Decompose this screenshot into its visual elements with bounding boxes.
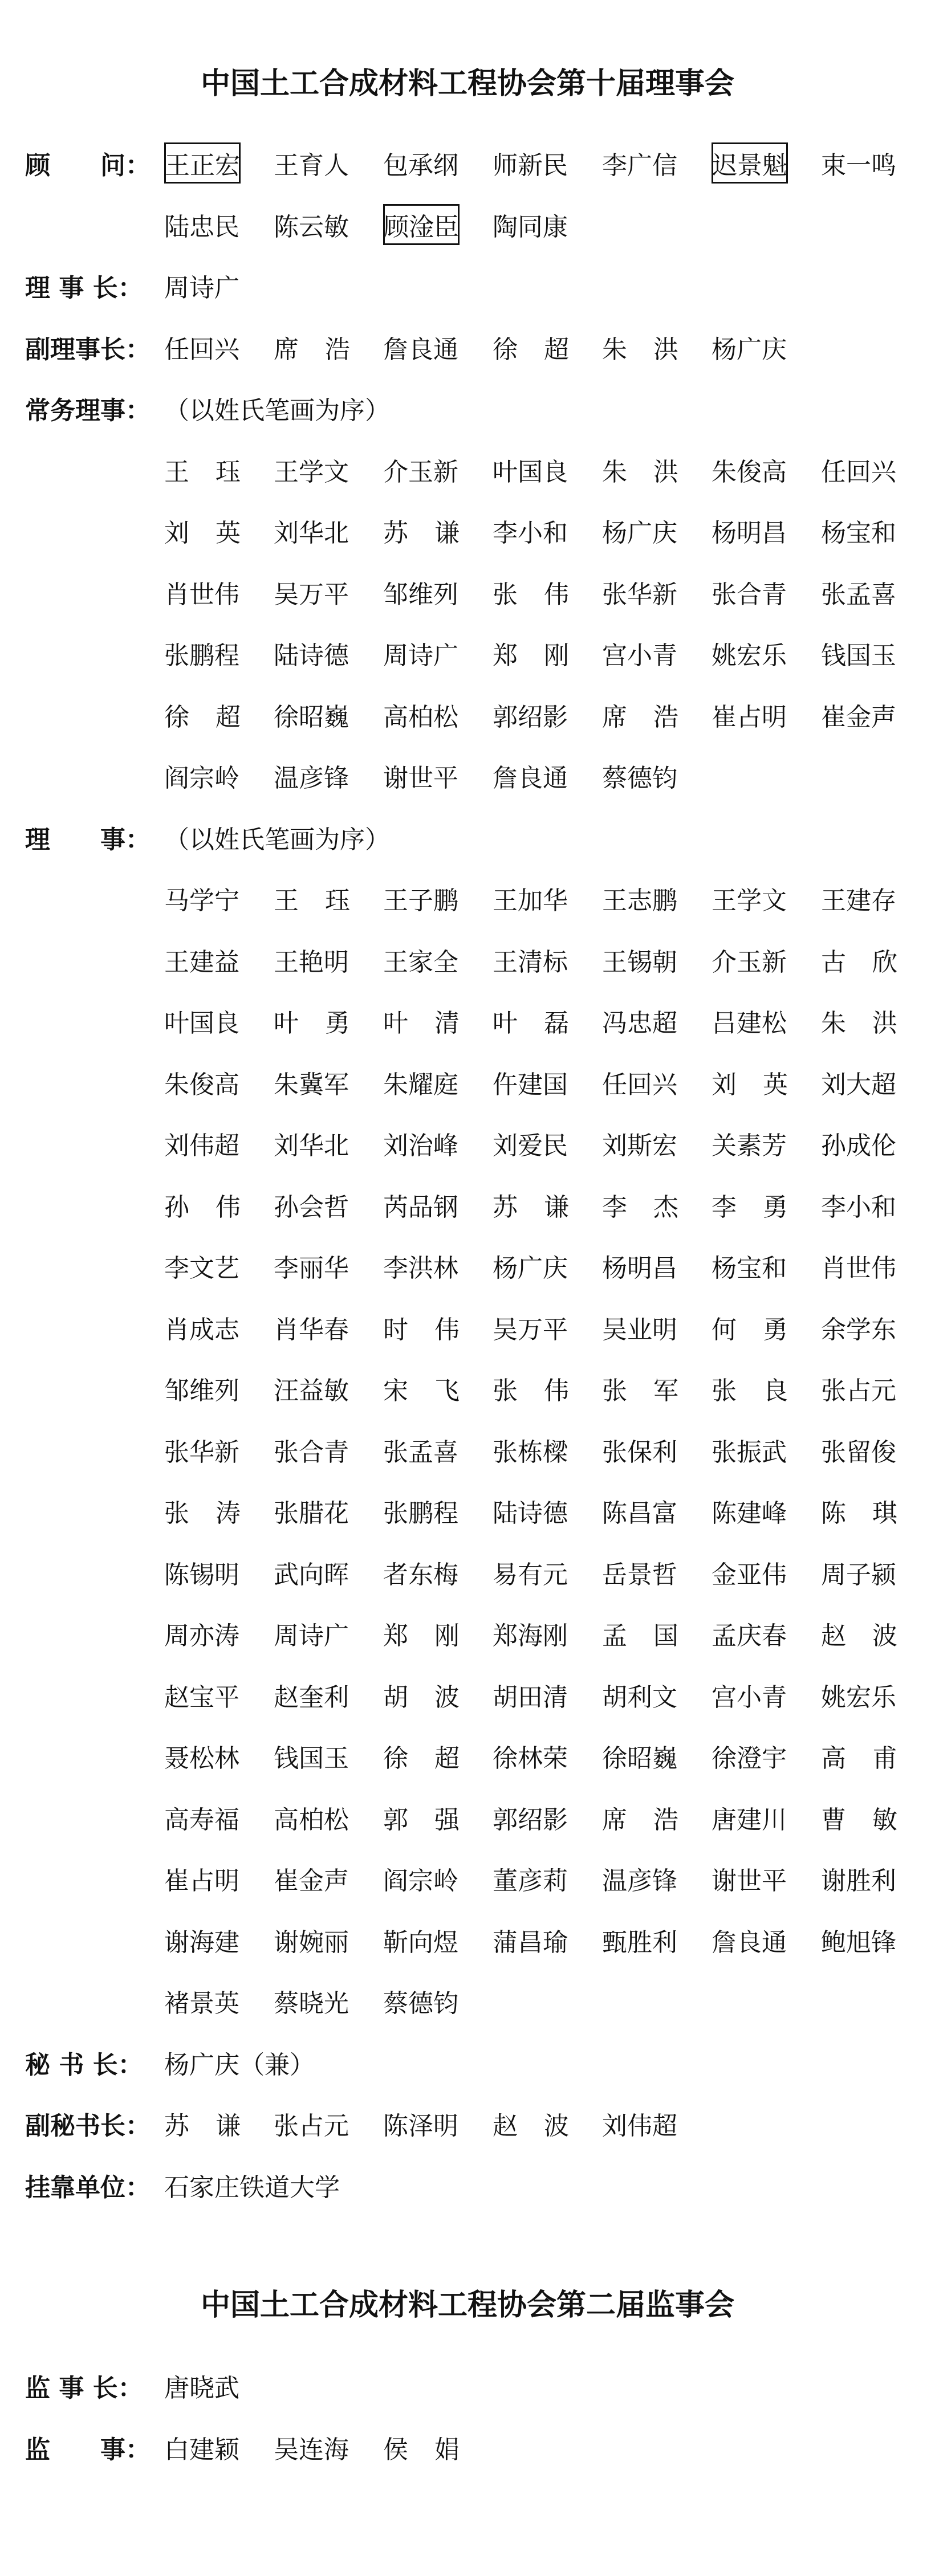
standing-director-name: 宫小青 xyxy=(602,641,677,670)
standing-director-name: 叶国良 xyxy=(493,457,568,487)
director-name: 吴万平 xyxy=(493,1315,568,1344)
director-name: 仵建国 xyxy=(493,1070,568,1099)
director-name: 武向晖 xyxy=(274,1560,349,1589)
advisors-name-boxed: 迟景魁 xyxy=(712,142,788,184)
director-name: 徐昭巍 xyxy=(602,1744,677,1773)
director-note: （以姓氏笔画为序） xyxy=(164,825,390,854)
director-name: 叶 磊 xyxy=(493,1009,569,1038)
director-name: 詹良通 xyxy=(712,1927,787,1957)
advisors-label: 顾 问： xyxy=(25,151,151,180)
director-name: 张 涛 xyxy=(164,1499,241,1528)
standing-director-name: 温彦锋 xyxy=(274,764,349,793)
director-name: 谢胜利 xyxy=(821,1866,896,1896)
standing-director-name: 王 珏 xyxy=(164,457,241,487)
director-name: 张鹏程 xyxy=(383,1499,458,1528)
director-name: 汪益敏 xyxy=(274,1376,349,1405)
advisors-name: 陆忠民 xyxy=(164,212,239,242)
director-name: 张孟喜 xyxy=(383,1437,458,1467)
standing-director-name: 徐昭巍 xyxy=(274,702,349,732)
standing-director-name: 苏 谦 xyxy=(383,519,460,548)
director-name: 陈建峰 xyxy=(712,1499,787,1528)
director-name: 关素芳 xyxy=(712,1131,787,1160)
advisors-name: 束一鸣 xyxy=(821,151,896,180)
standing-director-name: 王学文 xyxy=(274,457,349,487)
director-name: 刘斯宏 xyxy=(602,1131,677,1160)
standing-director-name: 詹良通 xyxy=(493,764,568,793)
standing-director-name: 吴万平 xyxy=(274,580,349,609)
advisors-name-boxed: 顾淦臣 xyxy=(383,204,460,245)
advisors-name: 李广信 xyxy=(602,151,677,180)
council-title: 中国土工合成材料工程协会第十届理事会 xyxy=(200,67,734,101)
director-name: 肖华春 xyxy=(274,1315,349,1344)
standing-director-name: 谢世平 xyxy=(383,764,458,793)
director-name: 宫小青 xyxy=(712,1682,787,1712)
director-name: 朱冀军 xyxy=(274,1070,349,1099)
deputy-secretary-name: 苏 谦 xyxy=(164,2112,241,2141)
advisors-name: 陶同康 xyxy=(493,212,568,242)
director-name: 李 勇 xyxy=(712,1192,788,1222)
director-name: 陈昌富 xyxy=(602,1499,677,1528)
director-name: 朱俊高 xyxy=(164,1070,239,1099)
supervisor-name: 侯 娟 xyxy=(383,2435,460,2464)
director-label: 理 事： xyxy=(25,825,151,854)
vice-chairman-name: 徐 超 xyxy=(493,335,569,364)
supervisor-name: 吴连海 xyxy=(274,2435,349,2464)
director-name: 张占元 xyxy=(821,1376,896,1405)
director-name: 刘大超 xyxy=(821,1070,896,1099)
director-name: 冯忠超 xyxy=(602,1009,677,1038)
director-name: 郑 刚 xyxy=(383,1621,460,1650)
director-name: 聂松林 xyxy=(164,1744,239,1773)
vice-chairman-name: 席 浩 xyxy=(274,335,350,364)
director-name: 谢海建 xyxy=(164,1927,239,1957)
affiliation-name: 石家庄铁道大学 xyxy=(164,2173,340,2202)
supervisor-label: 监 事： xyxy=(25,2435,151,2464)
director-name: 钱国玉 xyxy=(274,1744,349,1773)
director-name: 赵奎利 xyxy=(274,1682,349,1712)
vice-chairman-name: 詹良通 xyxy=(383,335,458,364)
director-name: 周亦涛 xyxy=(164,1621,239,1650)
secretary-general-label: 秘 书 长： xyxy=(25,2050,143,2080)
director-name: 陆诗德 xyxy=(493,1499,568,1528)
director-name: 苏 谦 xyxy=(493,1192,569,1222)
director-name: 刘治峰 xyxy=(383,1131,458,1160)
director-name: 孙会哲 xyxy=(274,1192,349,1222)
director-name: 肖成志 xyxy=(164,1315,239,1344)
standing-director-name: 朱俊高 xyxy=(712,457,787,487)
standing-director-name: 周诗广 xyxy=(383,641,458,670)
director-name: 张 良 xyxy=(712,1376,788,1405)
director-name: 张华新 xyxy=(164,1437,239,1467)
director-name: 赵 波 xyxy=(821,1621,897,1650)
standing-director-name: 阎宗岭 xyxy=(164,764,239,793)
director-name: 蔡晓光 xyxy=(274,1989,349,2018)
standing-director-name: 杨宝和 xyxy=(821,519,896,548)
director-name: 张振武 xyxy=(712,1437,787,1467)
director-name: 崔占明 xyxy=(164,1866,239,1896)
vice-chairman-name: 朱 洪 xyxy=(602,335,678,364)
director-name: 徐林荣 xyxy=(493,1744,568,1773)
director-name: 张 伟 xyxy=(493,1376,569,1405)
deputy-secretary-name: 陈泽明 xyxy=(383,2112,458,2141)
director-name: 叶国良 xyxy=(164,1009,239,1038)
affiliation-label: 挂靠单位： xyxy=(25,2173,151,2202)
standing-director-name: 钱国玉 xyxy=(821,641,896,670)
director-name: 王建存 xyxy=(821,886,896,915)
director-name: 张腊花 xyxy=(274,1499,349,1528)
director-name: 蒲昌瑜 xyxy=(493,1927,568,1957)
standing-director-name: 蔡德钧 xyxy=(602,764,677,793)
director-name: 杨宝和 xyxy=(712,1254,787,1283)
director-name: 董彦莉 xyxy=(493,1866,568,1896)
director-name: 任回兴 xyxy=(602,1070,677,1099)
deputy-secretary-name: 赵 波 xyxy=(493,2112,569,2141)
advisors-name: 包承纲 xyxy=(383,151,458,180)
director-name: 胡 波 xyxy=(383,1682,460,1712)
director-name: 余学东 xyxy=(821,1315,896,1344)
supervisor-name: 白建颖 xyxy=(164,2435,239,2464)
director-name: 朱 洪 xyxy=(821,1009,897,1038)
director-name: 姚宏乐 xyxy=(821,1682,896,1712)
director-name: 孙 伟 xyxy=(164,1192,241,1222)
standing-director-name: 张 伟 xyxy=(493,580,569,609)
director-name: 叶 清 xyxy=(383,1009,460,1038)
standing-director-name: 刘 英 xyxy=(164,519,241,548)
director-name: 赵宝平 xyxy=(164,1682,239,1712)
standing-director-label: 常务理事： xyxy=(25,396,151,425)
advisors-name: 陈云敏 xyxy=(274,212,349,242)
advisors-name-boxed: 王正宏 xyxy=(164,142,241,184)
director-name: 王家全 xyxy=(383,947,458,977)
director-name: 李文艺 xyxy=(164,1254,239,1283)
standing-director-name: 肖世伟 xyxy=(164,580,239,609)
director-name: 金亚伟 xyxy=(712,1560,787,1589)
director-name: 王锡朝 xyxy=(602,947,677,977)
standing-director-name: 高柏松 xyxy=(383,702,458,732)
director-name: 李洪林 xyxy=(383,1254,458,1283)
director-name: 郑海刚 xyxy=(493,1621,568,1650)
standing-director-name: 朱 洪 xyxy=(602,457,678,487)
director-name: 郭绍影 xyxy=(493,1805,568,1835)
director-name: 蔡德钧 xyxy=(383,1989,458,2018)
standing-director-name: 任回兴 xyxy=(821,457,896,487)
standing-director-name: 陆诗德 xyxy=(274,641,349,670)
director-name: 刘伟超 xyxy=(164,1131,239,1160)
standing-director-name: 杨明昌 xyxy=(712,519,787,548)
director-name: 唐建川 xyxy=(712,1805,787,1835)
chairman-name: 周诗广 xyxy=(164,274,239,303)
director-name: 刘华北 xyxy=(274,1131,349,1160)
director-name: 时 伟 xyxy=(383,1315,460,1344)
standing-director-name: 邹维列 xyxy=(383,580,458,609)
standing-director-name: 姚宏乐 xyxy=(712,641,787,670)
director-name: 阎宗岭 xyxy=(383,1866,458,1896)
deputy-secretary-name: 张占元 xyxy=(274,2112,349,2141)
director-name: 褚景英 xyxy=(164,1989,239,2018)
standing-director-name: 郭绍影 xyxy=(493,702,568,732)
director-name: 介玉新 xyxy=(712,947,787,977)
director-name: 朱耀庭 xyxy=(383,1070,458,1099)
director-name: 甄胜利 xyxy=(602,1927,677,1957)
vice-chairman-name: 杨广庆 xyxy=(712,335,787,364)
director-name: 李 杰 xyxy=(602,1192,678,1222)
director-name: 孟庆春 xyxy=(712,1621,787,1650)
deputy-secretary-name: 刘伟超 xyxy=(602,2112,677,2141)
standing-director-note: （以姓氏笔画为序） xyxy=(164,396,390,425)
director-name: 张栋樑 xyxy=(493,1437,568,1467)
director-name: 刘爱民 xyxy=(493,1131,568,1160)
standing-director-name: 介玉新 xyxy=(383,457,458,487)
standing-director-name: 崔占明 xyxy=(712,702,787,732)
vice-chairman-label: 副理事长： xyxy=(25,335,151,364)
secretary-general-name: 杨广庆（兼） xyxy=(164,2050,315,2080)
standing-director-name: 张孟喜 xyxy=(821,580,896,609)
director-name: 张 军 xyxy=(602,1376,678,1405)
director-name: 易有元 xyxy=(493,1560,568,1589)
director-name: 王 珏 xyxy=(274,886,350,915)
director-name: 胡田清 xyxy=(493,1682,568,1712)
advisors-name: 师新民 xyxy=(493,151,568,180)
director-name: 鲍旭锋 xyxy=(821,1927,896,1957)
director-name: 胡利文 xyxy=(602,1682,677,1712)
director-name: 李小和 xyxy=(821,1192,896,1222)
director-name: 谢婉丽 xyxy=(274,1927,349,1957)
director-name: 王艳明 xyxy=(274,947,349,977)
standing-director-name: 张鹏程 xyxy=(164,641,239,670)
director-name: 周诗广 xyxy=(274,1621,349,1650)
director-name: 崔金声 xyxy=(274,1866,349,1896)
vice-chairman-name: 任回兴 xyxy=(164,335,239,364)
director-name: 李丽华 xyxy=(274,1254,349,1283)
director-name: 徐澄宇 xyxy=(712,1744,787,1773)
director-name: 陈 琪 xyxy=(821,1499,897,1528)
director-name: 王学文 xyxy=(712,886,787,915)
director-name: 曹 敏 xyxy=(821,1805,897,1835)
director-name: 何 勇 xyxy=(712,1315,788,1344)
director-name: 芮品钢 xyxy=(383,1192,458,1222)
advisors-name: 王育人 xyxy=(274,151,349,180)
supervisory-chief-label: 监 事 长： xyxy=(25,2374,143,2403)
director-name: 高 甫 xyxy=(821,1744,897,1773)
director-name: 郭 强 xyxy=(383,1805,460,1835)
director-name: 岳景哲 xyxy=(602,1560,677,1589)
director-name: 孟 国 xyxy=(602,1621,678,1650)
director-name: 谢世平 xyxy=(712,1866,787,1896)
director-name: 古 欣 xyxy=(821,947,897,977)
standing-director-name: 张华新 xyxy=(602,580,677,609)
director-name: 席 浩 xyxy=(602,1805,678,1835)
standing-director-name: 刘华北 xyxy=(274,519,349,548)
standing-director-name: 李小和 xyxy=(493,519,568,548)
director-name: 王加华 xyxy=(493,886,568,915)
supervisory-title: 中国土工合成材料工程协会第二届监事会 xyxy=(200,2288,734,2322)
standing-director-name: 徐 超 xyxy=(164,702,241,732)
standing-director-name: 张合青 xyxy=(712,580,787,609)
director-name: 王清标 xyxy=(493,947,568,977)
standing-director-name: 杨广庆 xyxy=(602,519,677,548)
standing-director-name: 崔金声 xyxy=(821,702,896,732)
director-name: 马学宁 xyxy=(164,886,239,915)
director-name: 温彦锋 xyxy=(602,1866,677,1896)
standing-director-name: 席 浩 xyxy=(602,702,678,732)
director-name: 王志鹏 xyxy=(602,886,677,915)
director-name: 高柏松 xyxy=(274,1805,349,1835)
director-name: 王子鹏 xyxy=(383,886,458,915)
director-name: 孙成伦 xyxy=(821,1131,896,1160)
director-name: 王建益 xyxy=(164,947,239,977)
director-name: 张保利 xyxy=(602,1437,677,1467)
director-name: 吴业明 xyxy=(602,1315,677,1344)
director-name: 宋 飞 xyxy=(383,1376,460,1405)
director-name: 肖世伟 xyxy=(821,1254,896,1283)
director-name: 叶 勇 xyxy=(274,1009,350,1038)
director-name: 徐 超 xyxy=(383,1744,460,1773)
director-name: 周子颍 xyxy=(821,1560,896,1589)
director-name: 陈锡明 xyxy=(164,1560,239,1589)
director-name: 者东梅 xyxy=(383,1560,458,1589)
deputy-secretary-label: 副秘书长： xyxy=(25,2112,151,2141)
director-name: 张合青 xyxy=(274,1437,349,1467)
director-name: 杨明昌 xyxy=(602,1254,677,1283)
director-name: 张留俊 xyxy=(821,1437,896,1467)
supervisory-chief-name: 唐晓武 xyxy=(164,2374,239,2403)
director-name: 高寿福 xyxy=(164,1805,239,1835)
standing-director-name: 郑 刚 xyxy=(493,641,569,670)
director-name: 靳向煜 xyxy=(383,1927,458,1957)
director-name: 吕建松 xyxy=(712,1009,787,1038)
director-name: 杨广庆 xyxy=(493,1254,568,1283)
director-name: 邹维列 xyxy=(164,1376,239,1405)
director-name: 刘 英 xyxy=(712,1070,788,1099)
chairman-label: 理 事 长： xyxy=(25,274,143,303)
